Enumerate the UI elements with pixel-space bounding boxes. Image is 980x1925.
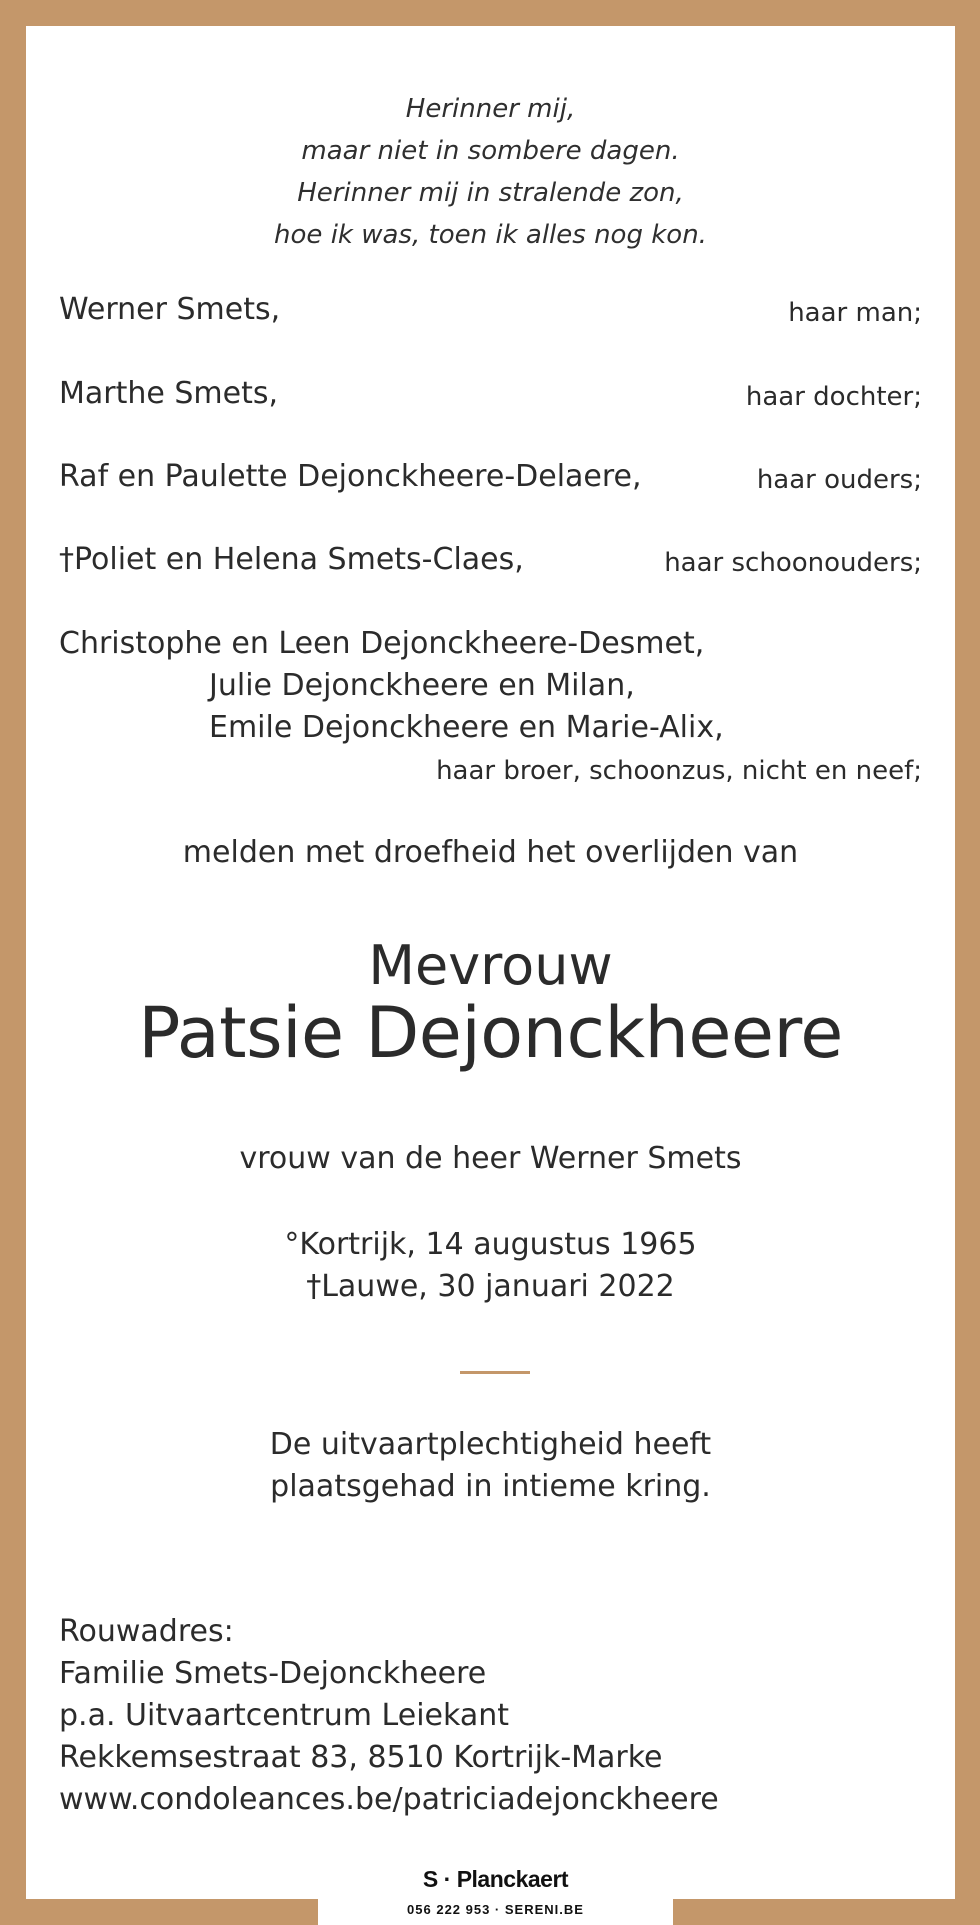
divider [460, 1371, 530, 1374]
birth-line: °Kortrijk, 14 augustus 1965 [284, 1227, 697, 1262]
relative-name: Raf en Paulette Dejonckheere-Delaere, [59, 459, 642, 494]
poem-line: hoe ik was, toen ik alles nog kon. [274, 220, 707, 250]
address-line: Rekkemsestraat 83, 8510 Kortrijk-Marke [59, 1740, 663, 1775]
address-label: Rouwadres: [59, 1614, 234, 1649]
address-line: Familie Smets-Dejonckheere [59, 1656, 487, 1691]
funeral-home-logo: S · Planckaert [422, 1866, 569, 1892]
poem-line: Herinner mij, [405, 94, 576, 124]
ceremony-line: plaatsgehad in intieme kring. [270, 1469, 711, 1504]
poem-line: Herinner mij in stralende zon, [297, 178, 684, 208]
ceremony-line: De uitvaartplechtigheid heeft [269, 1427, 712, 1462]
address-line: p.a. Uitvaartcentrum Leiekant [59, 1698, 509, 1733]
obituary-card [26, 26, 955, 1899]
announcement: melden met droefheid het overlijden van [182, 835, 799, 870]
spouse-line: vrouw van de heer Werner Smets [239, 1141, 742, 1176]
relative-row [59, 459, 922, 499]
deceased-name: Patsie Dejonckheere [138, 992, 843, 1074]
relative-role: haar ouders; [756, 465, 922, 495]
sibling-line: Christophe en Leen Dejonckheere-Desmet, [59, 626, 705, 661]
funeral-home-footer [318, 1866, 673, 1925]
relative-name: Marthe Smets, [59, 376, 279, 411]
relative-name: †Poliet en Helena Smets-Claes, [59, 542, 524, 577]
mourning-address [59, 1611, 719, 1821]
relative-row [59, 292, 922, 332]
relative-row [59, 376, 922, 416]
sibling-line: Julie Dejonckheere en Milan, [209, 668, 635, 703]
poem-line: maar niet in sombere dagen. [301, 136, 680, 166]
poem [26, 88, 955, 256]
funeral-home-contact: 056 222 953 · SERENI.BE [407, 1902, 584, 1917]
deceased-title: Mevrouw [368, 934, 613, 997]
sibling-line: Emile Dejonckheere en Marie-Alix, [209, 710, 724, 745]
relative-name: Werner Smets, [59, 292, 281, 327]
condolence-link[interactable]: www.condoleances.be/patriciadejonckheere [59, 1782, 719, 1817]
relative-role: haar dochter; [745, 382, 922, 412]
relative-role: haar schoonouders; [664, 548, 922, 578]
relative-row [59, 542, 922, 582]
relative-role: haar man; [788, 298, 922, 328]
death-line: †Lauwe, 30 januari 2022 [306, 1269, 675, 1304]
siblings-role: haar broer, schoonzus, nicht en neef; [436, 756, 922, 786]
